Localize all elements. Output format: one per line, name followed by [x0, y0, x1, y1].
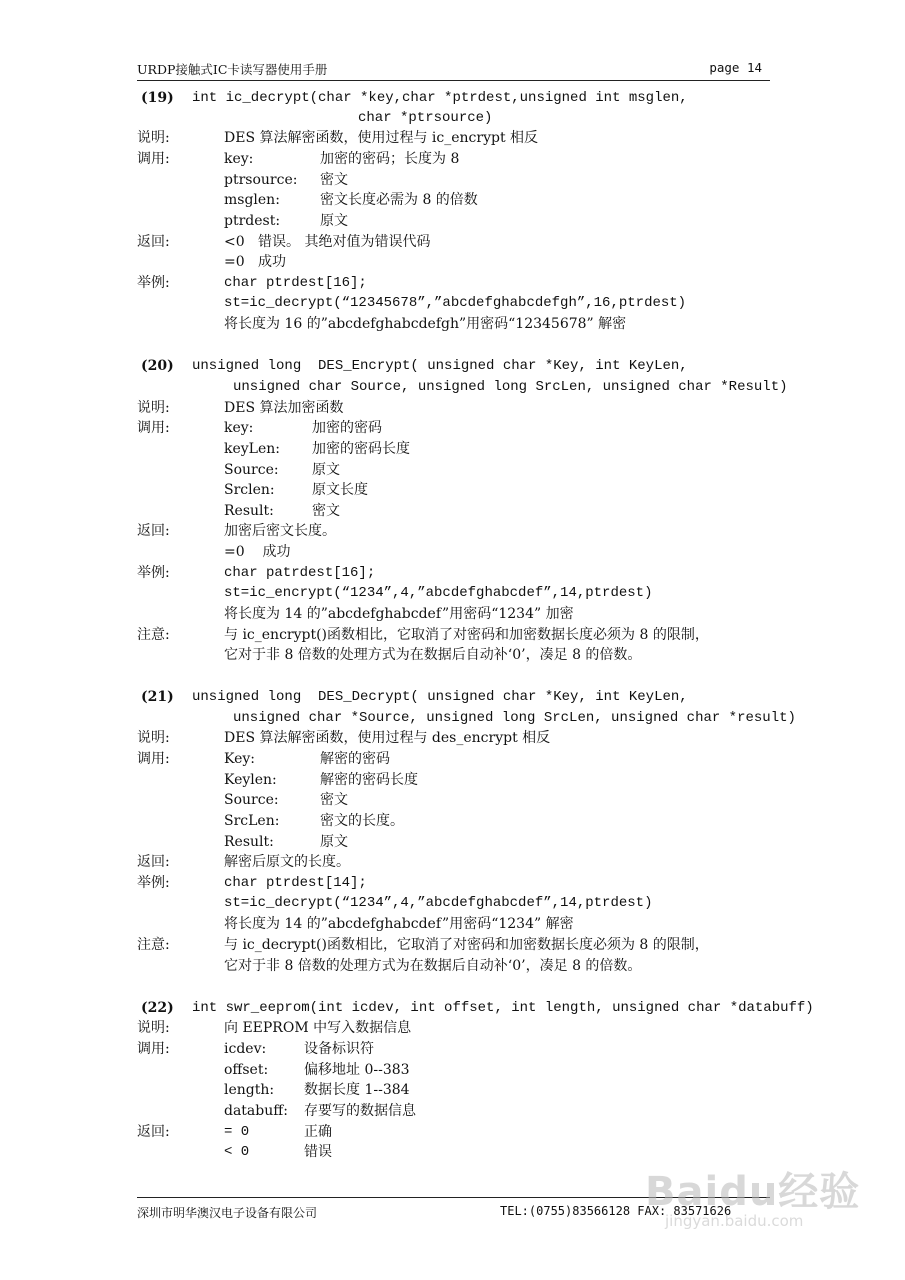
example-line: st=ic_decrypt(“12345678”,”abcdefghabcdefgh”,16,ptrdest): [224, 295, 687, 311]
param-name: icdev:: [224, 1041, 267, 1057]
section-21-signature-line2: unsigned char *Source, unsigned long SrcLen, unsigned char *result): [233, 710, 796, 726]
section-19-call-label: 调用:: [137, 151, 170, 167]
param-name: Key:: [224, 751, 255, 767]
watermark-brand: Baidu经验: [645, 1169, 861, 1215]
param-name: msglen:: [224, 192, 280, 208]
section-21-return-label: 返回:: [137, 854, 170, 870]
section-19-number: (19): [141, 90, 174, 106]
param-name: Result:: [224, 834, 274, 850]
param-name: Source:: [224, 792, 279, 808]
section-20-note-label: 注意:: [137, 627, 170, 643]
return-value: = 0: [224, 1124, 250, 1140]
param-desc: 设备标识符: [304, 1041, 374, 1057]
param-name: SrcLen:: [224, 813, 280, 829]
param-name: key:: [224, 420, 254, 436]
section-19-description: DES 算法解密函数，使用过程与 ic_encrypt 相反: [224, 130, 539, 146]
param-name: Result:: [224, 503, 274, 519]
param-name: keyLen:: [224, 441, 280, 457]
param-desc: 解密的密码长度: [320, 772, 418, 788]
param-name: ptrdest:: [224, 213, 281, 229]
param-name: offset:: [224, 1062, 269, 1078]
return-value: < 0: [224, 1144, 250, 1160]
section-20-call-label: 调用:: [137, 420, 170, 436]
param-desc: 存要写的数据信息: [304, 1103, 416, 1119]
header-rule: [137, 80, 770, 81]
param-desc: 密文长度必需为 8 的倍数: [320, 192, 478, 208]
example-line: char patrdest[16];: [224, 565, 376, 581]
section-19-example-label: 举例:: [137, 275, 170, 291]
section-20-signature-line2: unsigned char Source, unsigned long SrcLen, unsigned char *Result): [233, 379, 788, 395]
param-desc: 偏移地址 0--383: [304, 1062, 410, 1078]
note-line: 与 ic_encrypt()函数相比，它取消了对密码和加密数据长度必须为 8 的限制，: [224, 627, 709, 643]
param-desc: 数据长度 1--384: [304, 1082, 410, 1098]
section-21-note-label: 注意:: [137, 937, 170, 953]
return-value: 加密后密文长度。: [224, 523, 336, 539]
param-name: Keylen:: [224, 772, 277, 788]
section-19-signature-line1: int ic_decrypt(char *key,char *ptrdest,unsigned int msglen,: [192, 90, 688, 106]
section-20-return-label: 返回:: [137, 523, 170, 539]
return-value: 解密后原文的长度。: [224, 854, 350, 870]
note-line: 它对于非 8 倍数的处理方式为在数据后自动补‘0’，凑足 8 的倍数。: [224, 647, 642, 663]
param-desc: 解密的密码: [320, 751, 390, 767]
section-20-desc-label: 说明:: [137, 400, 170, 416]
page-header: [137, 60, 770, 80]
example-line: 将长度为 14 的”abcdefghabcdef”用密码“1234” 解密: [224, 916, 574, 932]
param-desc: 加密的密码: [312, 420, 382, 436]
section-20-description: DES 算法加密函数: [224, 400, 344, 416]
section-21-description: DES 算法解密函数，使用过程与 des_encrypt 相反: [224, 730, 551, 746]
param-name: length:: [224, 1082, 275, 1098]
param-name: ptrsource:: [224, 172, 298, 188]
return-value: <0 错误。 其绝对值为错误代码: [224, 234, 431, 250]
section-19-desc-label: 说明:: [137, 130, 170, 146]
param-desc: 密文: [320, 792, 348, 808]
page-number: page 14: [709, 60, 762, 75]
return-desc: 正确: [304, 1124, 332, 1140]
param-desc: 原文: [312, 462, 340, 478]
section-22-description: 向 EEPROM 中写入数据信息: [224, 1020, 412, 1036]
param-desc: 原文: [320, 213, 348, 229]
param-desc: 加密的密码长度: [312, 441, 410, 457]
contact-info: TEL:(0755)83566128 FAX: 83571626: [500, 1204, 732, 1218]
param-name: key:: [224, 151, 254, 167]
param-desc: 密文: [320, 172, 348, 188]
watermark-url: jingyan.baidu.com: [665, 1212, 804, 1230]
section-19-signature-line2: char *ptrsource): [358, 110, 493, 126]
section-21-example-label: 举例:: [137, 875, 170, 891]
return-value: =0 成功: [224, 544, 291, 560]
param-name: Source:: [224, 462, 279, 478]
section-21-call-label: 调用:: [137, 751, 170, 767]
example-line: 将长度为 14 的”abcdefghabcdef”用密码“1234” 加密: [224, 606, 574, 622]
note-line: 与 ic_decrypt()函数相比，它取消了对密码和加密数据长度必须为 8 的限制，: [224, 937, 709, 953]
section-21-signature-line1: unsigned long DES_Decrypt( unsigned char *Key, int KeyLen,: [192, 689, 688, 705]
section-21-desc-label: 说明:: [137, 730, 170, 746]
section-21-number: (21): [141, 689, 174, 705]
example-line: char ptrdest[14];: [224, 875, 367, 891]
example-line: st=ic_encrypt(“1234”,4,”abcdefghabcdef”,14,ptrdest): [224, 585, 653, 601]
param-desc: 加密的密码；长度为 8: [320, 151, 460, 167]
section-22-desc-label: 说明:: [137, 1020, 170, 1036]
example-line: 将长度为 16 的”abcdefghabcdefgh”用密码“12345678” 解密: [224, 316, 627, 332]
section-20-example-label: 举例:: [137, 565, 170, 581]
manual-title: URDP接触式IC卡读写器使用手册: [137, 62, 328, 77]
example-line: st=ic_decrypt(“1234”,4,”abcdefghabcdef”,14,ptrdest): [224, 895, 653, 911]
param-name: Srclen:: [224, 482, 275, 498]
section-20-signature-line1: unsigned long DES_Encrypt( unsigned char *Key, int KeyLen,: [192, 358, 688, 374]
section-22-number: (22): [141, 1000, 174, 1016]
section-22-return-label: 返回:: [137, 1124, 170, 1140]
baidu-watermark: [645, 1160, 885, 1240]
param-desc: 原文长度: [312, 482, 368, 498]
param-desc: 密文的长度。: [320, 813, 404, 829]
section-22-call-label: 调用:: [137, 1041, 170, 1057]
section-22-signature: int swr_eeprom(int icdev, int offset, int length, unsigned char *databuff): [192, 1000, 814, 1016]
section-19-return-label: 返回:: [137, 234, 170, 250]
note-line: 它对于非 8 倍数的处理方式为在数据后自动补‘0’，凑足 8 的倍数。: [224, 958, 642, 974]
example-line: char ptrdest[16];: [224, 275, 367, 291]
return-desc: 错误: [304, 1144, 332, 1160]
return-value: =0 成功: [224, 254, 286, 270]
param-desc: 原文: [320, 834, 348, 850]
param-desc: 密文: [312, 503, 340, 519]
section-20-number: (20): [141, 358, 174, 374]
company-name: 深圳市明华澳汉电子设备有限公司: [137, 1206, 318, 1220]
param-name: databuff:: [224, 1103, 288, 1119]
